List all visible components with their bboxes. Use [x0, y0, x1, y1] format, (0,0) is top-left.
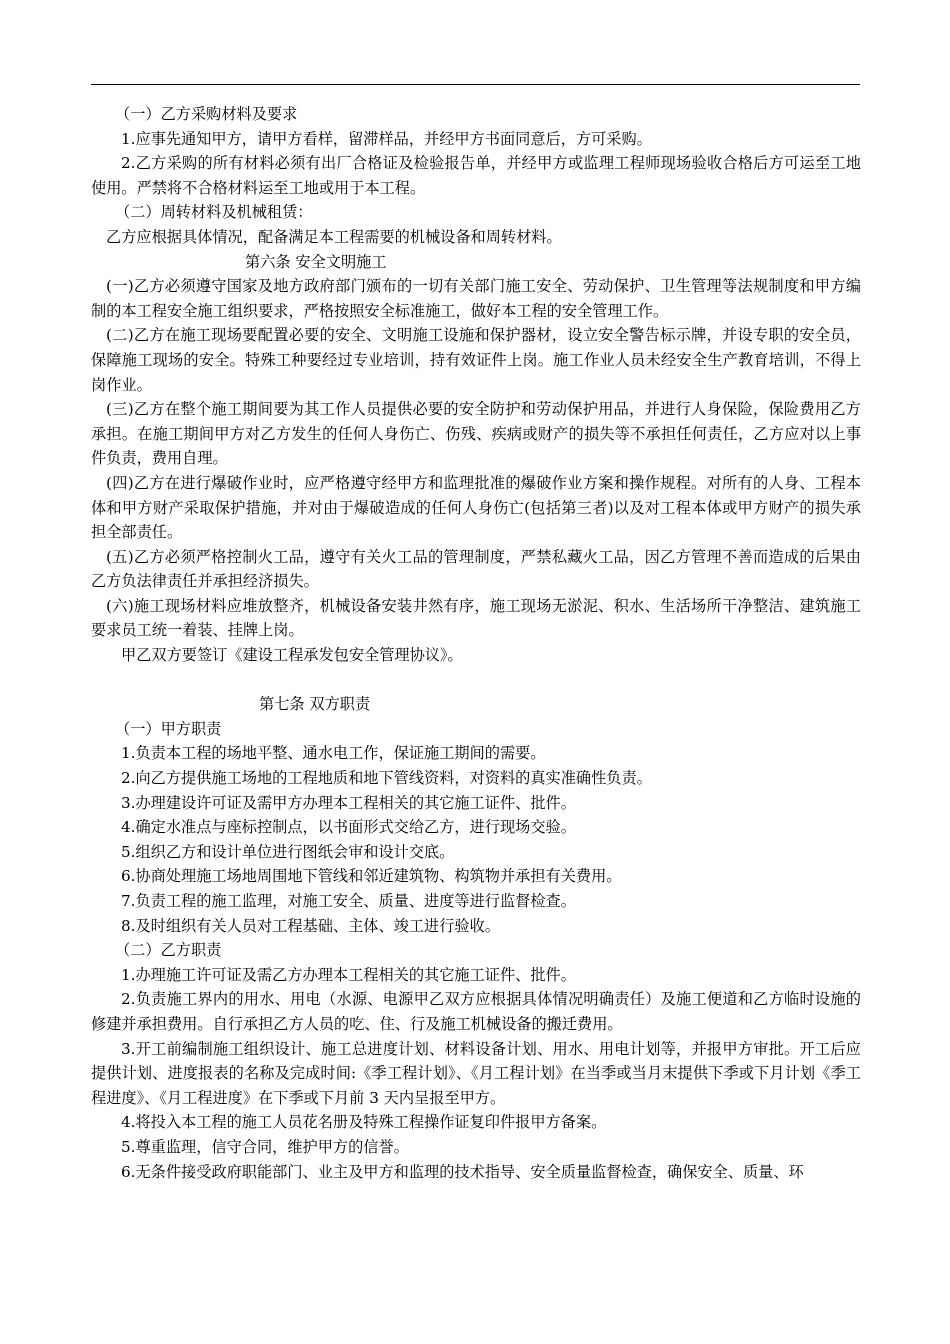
article-6-heading: 第六条 安全文明施工: [245, 252, 387, 271]
blank-line: [91, 668, 861, 693]
section-title-party-b: （二）乙方职责: [115, 941, 222, 960]
list-item: 8.及时组织有关人员对工程基础、主体、竣工进行验收。: [121, 916, 500, 935]
list-item: 2.向乙方提供施工场地的工程地质和地下管线资料，对资料的真实准确性负责。: [121, 769, 652, 788]
list-item: 3.办理建设许可证及需甲方办理本工程相关的其它施工证件、批件。: [121, 793, 576, 812]
list-item: 6.协商处理施工场地周围地下管线和邻近建筑物、构筑物并承担有关费用。: [121, 867, 622, 886]
list-item: 7.负责工程的施工监理，对施工安全、质量、进度等进行监督检查。: [121, 892, 576, 910]
list-item: 5.尊重监理，信守合同，维护甲方的信誉。: [121, 1137, 409, 1156]
paragraph-safety-5: (五)乙方必须严格控制火工品，遵守有关火工品的管理制度，严禁私藏火工品，因乙方管理不善而造成的后果由乙方负法律责任并承担经济损失。: [91, 547, 861, 591]
paragraph-rental: 乙方应根据具体情况，配备满足本工程需要的机械设备和周转材料。: [106, 227, 562, 246]
paragraph-safety-7: 甲乙双方要签订《建设工程承发包安全管理协议》。: [121, 646, 463, 665]
list-item: 4.确定水准点与座标控制点，以书面形式交给乙方，进行现场交验。: [121, 818, 576, 837]
section-title-party-a: （一）甲方职责: [115, 719, 222, 738]
paragraph-safety-1: (一)乙方必须遵守国家及地方政府部门颁布的一切有关部门施工安全、劳动保护、卫生管理等法规制度和甲方编制的本工程安全施工组织要求，严格按照安全标准施工，做好本工程的安全管理工作。: [91, 277, 861, 320]
paragraph-safety-2: (二)乙方在施工现场要配置必要的安全、文明施工设施和保护器材，设立安全警告标示牌，并设专职的安全员，保障施工现场的安全。特殊工种要经过专业培训，持有效证件上岗。施工作业人员未经安全生产教育培训，不得上岗作业。: [91, 326, 861, 394]
list-item: 1.办理施工许可证及需乙方办理本工程相关的其它施工证件、批件。: [121, 965, 576, 984]
document-body: [91, 102, 861, 1184]
paragraph-purchase-1: 1.应事先通知甲方，请甲方看样，留滞样品，并经甲方书面同意后，方可采购。: [121, 129, 652, 148]
article-7-heading: 第七条 双方职责: [259, 695, 371, 714]
list-item: 3.开工前编制施工组织设计、施工总进度计划、材料设备计划、用水、用电计划等，并报甲方审批。开工后应提供计划、进度报表的名称及完成时间:《季工程计划》、《月工程计划》在当季或当月末提供下季或下月计划《季工程进度》、《月工程进度》在下季或下月前 3 天内呈报至甲方。: [91, 1039, 861, 1107]
header-rule: [91, 84, 860, 85]
section-title-purchase: （一）乙方采购材料及要求: [115, 105, 298, 123]
paragraph-purchase-2: 2.乙方采购的所有材料必须有出厂合格证及检验报告单，并经甲方或监理工程师现场验收合格后方可运至工地使用。严禁将不合格材料运至工地或用于本工程。: [91, 154, 861, 197]
paragraph-safety-4: (四)乙方在进行爆破作业时，应严格遵守经甲方和监理批准的爆破作业方案和操作规程。对所有的人身、工程本体和甲方财产采取保护措施，并对由于爆破造成的任何人身伤亡(包括第三者)以及对工程本体或甲方财产的损失承担全部责任。: [91, 473, 861, 542]
list-item: 4.将投入本工程的施工人员花名册及特殊工程操作证复印件报甲方备案。: [121, 1113, 607, 1132]
list-item: 2.负责施工界内的用水、用电（水源、电源甲乙双方应根据具体情况明确责任）及施工便道和乙方临时设施的修建并承担费用。自行承担乙方人员的吃、住、行及施工机械设备的搬迁费用。: [91, 990, 861, 1033]
paragraph-safety-3: (三)乙方在整个施工期间要为其工作人员提供必要的安全防护和劳动保护用品，并进行人身保险，保险费用乙方承担。在施工期间甲方对乙方发生的任何人身伤亡、伤残、疾病或财产的损失等不承担任何责任，乙方应对以上事件负责，费用自理。: [91, 400, 861, 468]
list-item: 6.无条件接受政府职能部门、业主及甲方和监理的技术指导、安全质量监督检查，确保安全、质量、环: [121, 1162, 804, 1181]
list-item: 5.组织乙方和设计单位进行图纸会审和设计交底。: [121, 842, 455, 861]
section-title-rental: （二）周转材料及机械租赁：: [115, 203, 313, 222]
list-item: 1.负责本工程的场地平整、通水电工作，保证施工期间的需要。: [121, 744, 546, 763]
paragraph-safety-6: (六)施工现场材料应堆放整齐，机械设备安装井然有序，施工现场无淤泥、积水、生活场所干净整洁、建筑施工要求员工统一着装、挂牌上岗。: [91, 596, 861, 640]
